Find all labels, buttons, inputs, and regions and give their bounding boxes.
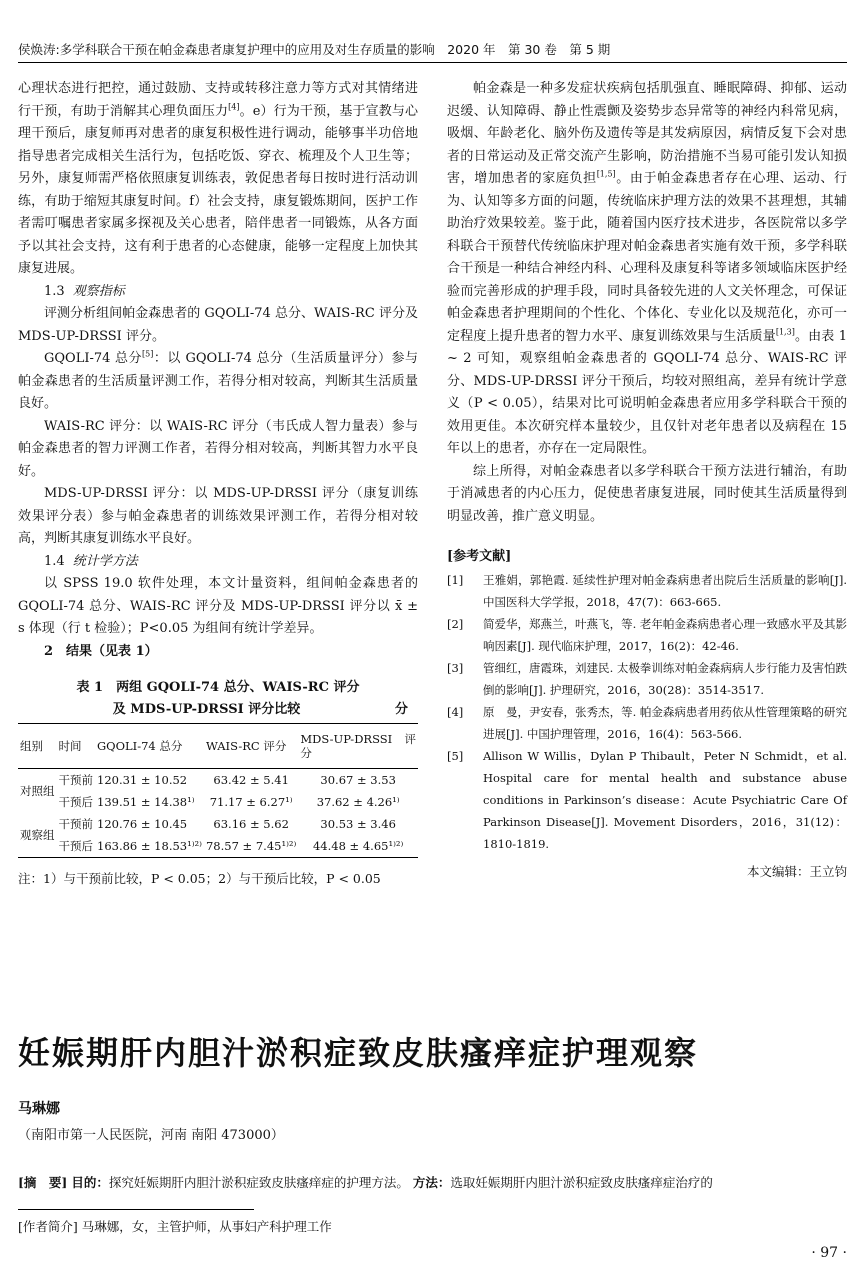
method-label: 方法：	[412, 1175, 451, 1190]
section-heading-1-4: 1.4 统计学方法	[44, 553, 138, 569]
running-header: 侯焕涛:多学科联合干预在帕金森患者康复护理中的应用及对生存质量的影响 2020 年 第 30 卷 第 5 期	[18, 42, 611, 57]
reference-item: [4] 原 曼，尹安春，张秀杰，等. 帕金森病患者用药依从性管理策略的研究进展[J]. 中国护理管理，2016，16(4)：563-566.	[447, 704, 847, 741]
reference-item: [2] 简爱华，郑燕兰，叶燕飞，等. 老年帕金森病患者心理一致感水平及其影响因素[J]. 现代临床护理，2017，16(2)：42-46.	[447, 616, 847, 653]
reference-item: [3] 管细红，唐霞珠，刘建民. 太极拳训练对帕金森病病人步行能力及害怕跌倒的影响[J]. 护理研究，2016，30(28)：3514-3517.	[447, 660, 847, 697]
references-heading: [参考文献]	[447, 549, 512, 564]
paragraph: MDS-UP-DRSSI 评分：以 MDS-UP-DRSSI 评分（康复训练效果评分表）参与帕金森患者的训练效果评测工作，若得分相对较高，判断其康复训练水平良好。	[18, 486, 418, 546]
paragraph: 心理状态进行把控，通过鼓励、支持或转移注意力等方式对其情绪进行干预，有助于消解其心理负面压力[4]。e）行为干预，基于宣教与心理干预后，康复师再对患者的康复积极性进行调动，能够事半功倍地指导患者完成相关生活行为，包括吃饭、穿衣、梳理及个人卫生等；另外，康复师需严格依照康复训练表，敦促患者每日按时进行活动训练，有助于缩短其康复时间。f）社会支持，康复锻炼期间，医护工作者需叮嘱患者家属多探视及关心患者，陪伴患者一同锻炼，从各方面予以其社会支持，这有利于患者的心态健康，能够一定程度上加快其康复进展。	[18, 81, 418, 276]
page-number: · 97 ·	[811, 1245, 847, 1261]
author-footnote: [作者简介] 马琳娜，女，主管护师，从事妇产科护理工作	[18, 1219, 332, 1234]
table-caption: 表 1 两组 GQOLI-74 总分、WAIS-RC 评分 及 MDS-UP-DRSSI 评分比较 分	[76, 680, 408, 717]
editor-credit: 本文编辑：王立钧	[746, 863, 847, 879]
footnote-rule	[18, 1209, 254, 1210]
table-row: 干预后 139.51 ± 14.38¹⁾ 71.17 ± 6.27¹⁾ 37.62 ± 4.26¹⁾	[58, 795, 400, 809]
left-column	[18, 78, 418, 891]
table-row: 观察组 干预前 120.76 ± 10.45 63.16 ± 5.62 30.53 ± 3.46	[18, 813, 418, 835]
table-note: 注：1）与干预前比较，P < 0.05；2）与干预后比较，P < 0.05	[18, 871, 381, 886]
paragraph: WAIS-RC 评分：以 WAIS-RC 评分（韦氏成人智力量表）参与帕金森患者的智力评测工作者，若得分相对较高，判断其智力水平良好。	[18, 418, 418, 479]
citation: [1,5]	[596, 169, 616, 179]
abstract-label: [摘 要]	[18, 1175, 68, 1190]
paragraph: 综上所得，对帕金森患者以多学科联合干预方法进行辅治，有助于消减患者的内心压力，促使患者康复进展，同时使其生活质量得到明显改善，推广意义明显。	[447, 463, 847, 524]
citation: [4]	[228, 102, 240, 112]
table-header: 组别	[20, 739, 43, 753]
paragraph: 帕金森是一种多发症状疾病包括肌强直、睡眠障碍、抑郁、运动迟缓、认知障碍、静止性震颤及姿势步态异常等的神经内科常见病，吸烟、年龄老化、脑外伤及遗传等是其发病原因，病情反复下会对患者的日常运动及正常交流产生影响，防治措施不当易可能引发认知损害，增加患者的家庭负担[1,5]。由于帕金森患者存在心理、运动、行为、认知等多方面的问题，传统临床护理方法的效果不甚理想，其辅助治疗效果较差。鉴于此，随着国内医疗技术进步，各医院常以多学科联合干预替代传统临床护理对帕金森患者实施有效干预，多学科联合干预是一种结合神经内科、心理科及康复科等诸多领域临床医护经验而完善形成的护理手段，同时具备较先进的人文关怀理念，可保证帕金森患者护理期间的个性化、个体化、专业化以及规范化，亦可一定程度上提升患者的智力水平、康复训练效果与生活质量[1,3]。由表 1 ~ 2 可知，观察组帕金森患者的 GQOLI-74 总分、WAIS-RC 评分、MDS-UP-DRSSI 评分干预后，均较对照组高，差异有统计学意义（P < 0.05），结果对比可说明帕金森患者应用多学科联合干预的效用更佳。本次研究样本量较少，且仅针对老年患者以及病程在 15 年以上的患者，亦存在一定局限性。	[447, 81, 847, 456]
section-heading-1-3: 1.3 观察指标	[44, 283, 125, 299]
table-header: 时间	[58, 739, 82, 753]
article-affiliation: （南阳市第一人民医院，河南 南阳 473000）	[18, 1128, 284, 1143]
objective-label: 目的：	[71, 1175, 109, 1190]
group-cell: 对照组	[20, 784, 55, 798]
paragraph: GQOLI-74 总分[5]：以 GQOLI-74 总分（生活质量评分）参与帕金森患者的生活质量评测工作，若得分相对较高，判断其生活质量良好。	[18, 349, 418, 411]
paragraph: 评测分析组间帕金森患者的 GQOLI-74 总分、WAIS-RC 评分及 MDS-UP-DRSSI 评分。	[18, 306, 418, 344]
paragraph: 以 SPSS 19.0 软件处理，本文计量资料，组间帕金森患者的 GQOLI-74 总分、WAIS-RC 评分及 MDS-UP-DRSSI 评分以 x̄ ± s 体现（行 t 检验）；P<0.05 为组间有统计学差异。	[18, 576, 418, 636]
table-row: 干预后 163.86 ± 18.53¹⁾²⁾ 78.57 ± 7.45¹⁾²⁾ 44.48 ± 4.65¹⁾²⁾	[58, 839, 404, 853]
table-row: 对照组 干预前 120.31 ± 10.52 63.42 ± 5.41 30.67 ± 3.53	[18, 769, 418, 792]
abstract: [摘 要] 目的：探究妊娠期肝内胆汁淤积症致皮肤瘙痒症的护理方法。 方法：选取妊娠期肝内胆汁淤积症致皮肤瘙痒症治疗的	[18, 1175, 713, 1190]
table-header: WAIS-RC 评分	[205, 739, 287, 753]
article-title: 妊娠期肝内胆汁淤积症致皮肤瘙痒症护理观察	[18, 1034, 699, 1072]
reference-item: [1] 王雅娟，郭艳霞. 延续性护理对帕金森病患者出院后生活质量的影响[J]. 中国医科大学学报，2018，47(7)：663-665.	[447, 572, 847, 609]
group-cell: 观察组	[20, 828, 55, 842]
table-header: MDS-UP-DRSSI 评分	[300, 732, 416, 760]
reference-list	[447, 569, 847, 855]
section-heading-2: 2 结果（见表 1）	[44, 643, 158, 659]
right-column	[447, 78, 847, 883]
header-rule	[18, 62, 847, 63]
citation: [1,3]	[775, 327, 795, 337]
reference-item: [5] Allison W Willis，Dylan P Thibault，Peter N Schmidt，et al. Hospital care for mental health and substance abuse conditions in Parkinson’s disease：Acute Psychiatric Care Of Parkinson Disease[J]. Movement Disorders，2016，31(12)：1810-1819.	[447, 748, 847, 851]
article-author: 马琳娜	[18, 1101, 60, 1117]
results-table	[18, 723, 418, 858]
table-header: GQOLI-74 总分	[97, 739, 183, 753]
citation: [5]	[142, 349, 154, 359]
